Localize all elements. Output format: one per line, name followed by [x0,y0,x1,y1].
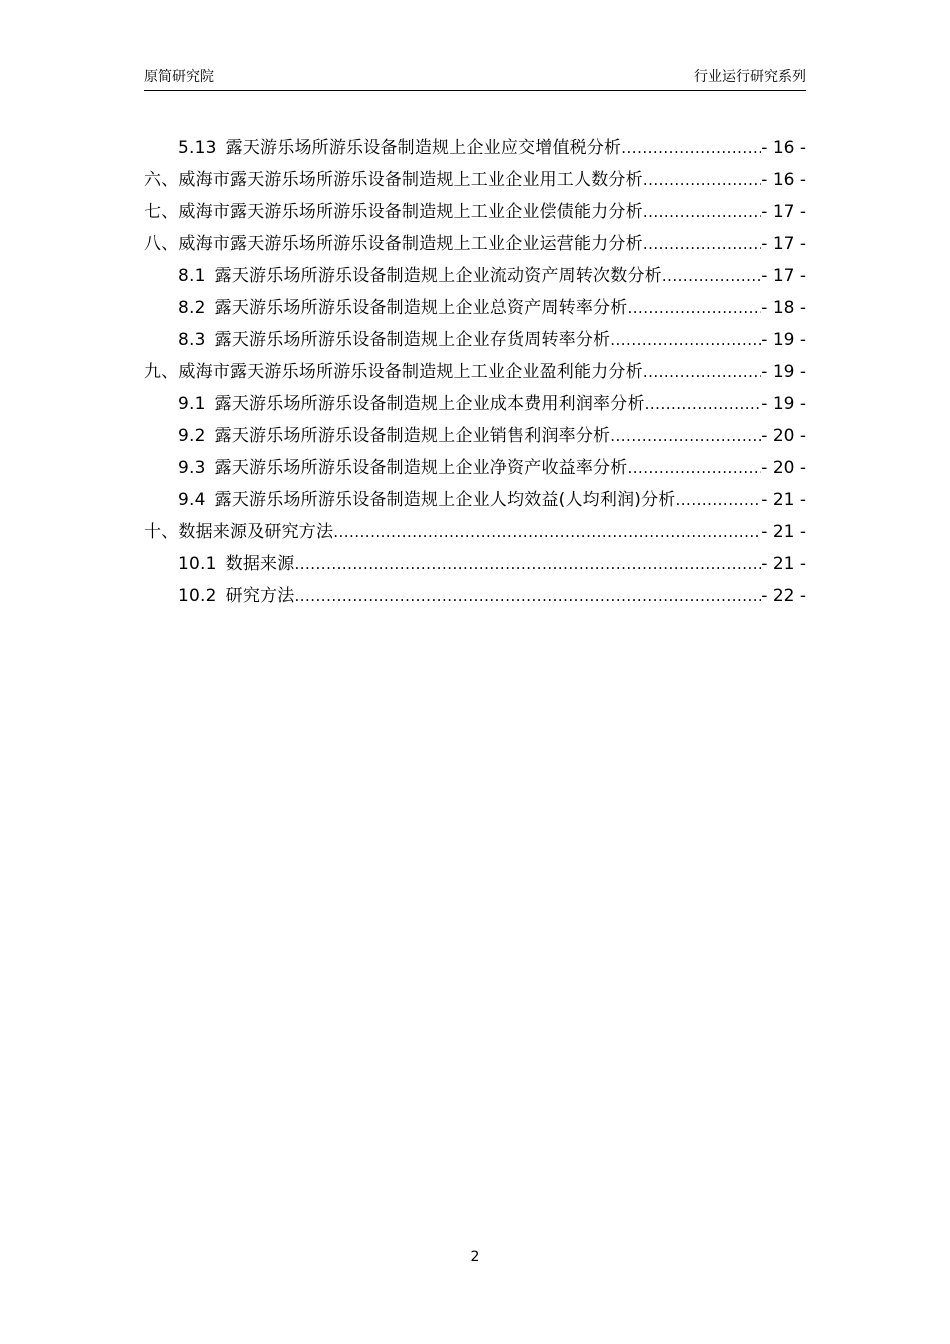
toc-page-number: - 18 - [761,298,806,318]
toc-dot-leader [621,137,761,159]
toc-entry-9-3[interactable] [144,447,806,479]
toc-dot-leader [610,425,761,447]
toc-entry-label [178,297,627,319]
toc-entry-number: 8.2 [178,298,206,318]
toc-page-number: - 16 - [761,138,806,158]
toc-page-number: - 21 - [761,522,806,542]
toc-entry-label [178,329,610,351]
toc-entry-number: 9.1 [178,394,206,414]
toc-entry-title: 八、威海市露天游乐场所游乐设备制造规上工业企业运营能力分析 [144,234,643,254]
toc-entry-title: 露天游乐场所游乐设备制造规上企业流动资产周转次数分析 [214,266,662,286]
toc-dot-leader [627,297,761,319]
toc-entry-title: 七、威海市露天游乐场所游乐设备制造规上工业企业偿债能力分析 [144,202,643,222]
toc-page-number: - 20 - [761,458,806,478]
toc-entry-number: 9.3 [178,458,206,478]
toc-page-number: - 21 - [761,554,806,574]
toc-dot-leader [643,169,761,191]
toc-entry-10[interactable] [144,511,806,543]
toc-dot-leader [662,265,761,287]
toc-page-number: - 17 - [761,234,806,254]
toc-entry-number: 8.1 [178,266,206,286]
toc-entry-10-1[interactable] [144,543,806,575]
toc-entry-label [178,393,645,415]
toc-entry-label [178,585,294,607]
toc-entry-number: 9.2 [178,426,206,446]
toc-entry-9[interactable] [144,351,806,383]
toc-entry-title: 露天游乐场所游乐设备制造规上企业成本费用利润率分析 [214,394,645,414]
toc-entry-title: 露天游乐场所游乐设备制造规上企业净资产收益率分析 [214,458,628,478]
header-series: 行业运行研究系列 [694,69,806,85]
toc-entry-9-1[interactable] [144,383,806,415]
toc-entry-title: 露天游乐场所游乐设备制造规上企业总资产周转率分析 [214,298,628,318]
toc-entry-title: 露天游乐场所游乐设备制造规上企业应交增值税分析 [225,138,622,158]
toc-entry-6[interactable] [144,159,806,191]
toc-entry-8-3[interactable] [144,319,806,351]
toc-entry-10-2[interactable] [144,575,806,607]
toc-entry-label [178,553,294,575]
toc-entry-number: 10.1 [178,554,217,574]
toc-entry-5-13[interactable] [144,127,806,159]
toc-entry-label [178,489,676,511]
toc-dot-leader [294,553,761,575]
toc-entry-title: 露天游乐场所游乐设备制造规上企业销售利润率分析 [214,426,611,446]
toc-entry-title: 十、数据来源及研究方法 [144,522,334,542]
toc-page-number: - 19 - [761,362,806,382]
toc-dot-leader [627,457,761,479]
footer-page-number: 2 [470,1249,480,1265]
table-of-contents [144,127,806,607]
toc-entry-8-2[interactable] [144,287,806,319]
toc-entry-label [178,265,662,287]
toc-entry-title: 六、威海市露天游乐场所游乐设备制造规上工业企业用工人数分析 [144,170,643,190]
toc-page-number: - 16 - [761,170,806,190]
toc-entry-title: 九、威海市露天游乐场所游乐设备制造规上工业企业盈利能力分析 [144,362,643,382]
toc-entry-8-1[interactable] [144,255,806,287]
toc-page-number: - 17 - [761,266,806,286]
toc-page-number: - 22 - [761,586,806,606]
toc-entry-9-4[interactable] [144,479,806,511]
toc-page-number: - 19 - [761,394,806,414]
toc-entry-title: 数据来源 [225,554,295,574]
toc-entry-title: 露天游乐场所游乐设备制造规上企业存货周转率分析 [214,330,611,350]
page-header [144,66,806,91]
toc-dot-leader [294,585,761,607]
toc-dot-leader [676,489,762,511]
toc-entry-label [178,425,610,447]
toc-entry-title: 研究方法 [225,586,295,606]
toc-entry-label [178,137,621,159]
toc-entry-number: 10.2 [178,586,217,606]
toc-dot-leader [333,521,761,543]
toc-dot-leader [645,393,762,415]
toc-entry-7[interactable] [144,191,806,223]
toc-entry-label [178,457,627,479]
toc-entry-title: 露天游乐场所游乐设备制造规上企业人均效益(人均利润)分析 [214,490,676,510]
toc-entry-number: 9.4 [178,490,206,510]
header-publisher: 原简研究院 [144,69,214,85]
toc-dot-leader [643,201,761,223]
toc-entry-9-2[interactable] [144,415,806,447]
toc-page-number: - 21 - [761,490,806,510]
toc-entry-number: 5.13 [178,138,217,158]
toc-entry-8[interactable] [144,223,806,255]
toc-page-number: - 17 - [761,202,806,222]
toc-dot-leader [610,329,761,351]
toc-dot-leader [643,361,761,383]
toc-page-number: - 20 - [761,426,806,446]
toc-page-number: - 19 - [761,330,806,350]
toc-dot-leader [643,233,761,255]
toc-entry-number: 8.3 [178,330,206,350]
